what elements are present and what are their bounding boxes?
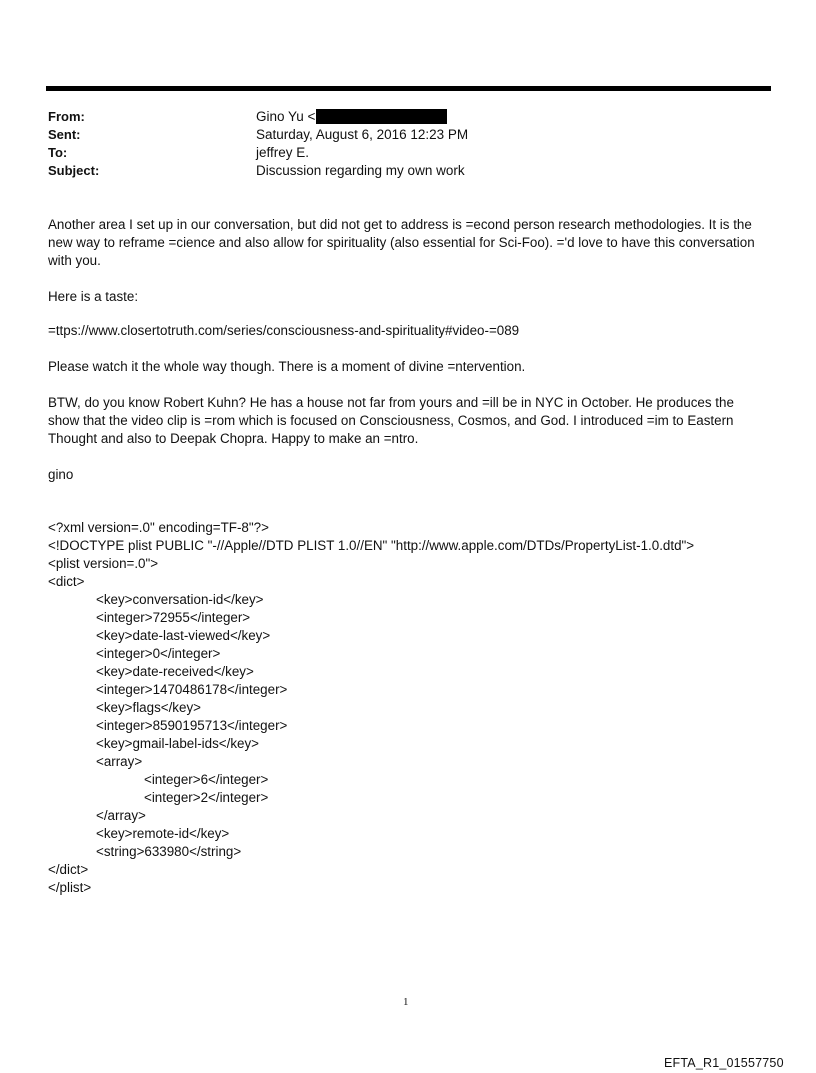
plist-line: </dict> xyxy=(48,862,89,877)
body-paragraph-5: BTW, do you know Robert Kuhn? He has a house not far from yours and =ill be in NYC in October. He produces the show that the video clip is =rom which is focused on Consciousness, Cosmos, and God. I introduced =im to Eastern Thought and also to Deepak Chopra. Happy to make an =ntro. xyxy=(48,395,734,446)
plist-line: <string>633980</string> xyxy=(96,844,242,859)
bates-number: EFTA_R1_01557750 xyxy=(664,1056,784,1070)
plist-line: <key>flags</key> xyxy=(96,700,201,715)
sent-label: Sent: xyxy=(48,127,81,142)
plist-line: </array> xyxy=(96,808,146,823)
page-number: 1 xyxy=(403,996,409,1008)
to-value: jeffrey E. xyxy=(256,145,310,160)
plist-line: <integer>8590195713</integer> xyxy=(96,718,288,733)
plist-line: <array> xyxy=(96,754,143,769)
plist-line: <key>date-last-viewed</key> xyxy=(96,628,271,643)
redaction-box xyxy=(316,109,447,124)
to-label: To: xyxy=(48,145,68,160)
from-name: Gino Yu < xyxy=(256,109,316,124)
plist-line: <integer>72955</integer> xyxy=(96,610,251,625)
plist-line: <plist version=.0"> xyxy=(48,556,159,571)
plist-line: <key>conversation-id</key> xyxy=(96,592,264,607)
header-divider-rule xyxy=(46,86,771,91)
plist-line: <key>date-received</key> xyxy=(96,664,254,679)
plist-line: <key>gmail-label-ids</key> xyxy=(96,736,260,751)
body-link-paragraph: =ttps://www.closertotruth.com/series/consciousness-and-spirituality#video-=089 xyxy=(48,323,520,338)
plist-line: <integer>1470486178</integer> xyxy=(96,682,288,697)
plist-line: <!DOCTYPE plist PUBLIC "-//Apple//DTD PLIST 1.0//EN" "http://www.apple.com/DTDs/PropertyList-1.0.dtd"> xyxy=(48,538,695,553)
plist-line: <dict> xyxy=(48,574,85,589)
from-label: From: xyxy=(48,109,85,124)
plist-line: <integer>0</integer> xyxy=(96,646,221,661)
from-value xyxy=(256,108,447,126)
subject-label: Subject: xyxy=(48,163,100,178)
body-paragraph-2: Here is a taste: xyxy=(48,289,139,304)
plist-line: <?xml version=.0" encoding=TF-8"?> xyxy=(48,520,269,535)
plist-line: </plist> xyxy=(48,880,92,895)
signature: gino xyxy=(48,467,74,482)
plist-line: <integer>2</integer> xyxy=(144,790,269,805)
plist-line: <integer>6</integer> xyxy=(144,772,269,787)
sent-value: Saturday, August 6, 2016 12:23 PM xyxy=(256,127,469,142)
subject-value: Discussion regarding my own work xyxy=(256,163,465,178)
plist-line: <key>remote-id</key> xyxy=(96,826,230,841)
body-paragraph-4: Please watch it the whole way though. There is a moment of divine =ntervention. xyxy=(48,359,526,374)
body-paragraph-1: Another area I set up in our conversation, but did not get to address is =econd person research methodologies. It is the new way to reframe =cience and also allow for spirituality (also essential for Sci-Foo). ='d love to have this conversation with you. xyxy=(48,217,755,268)
email-body xyxy=(48,216,768,486)
